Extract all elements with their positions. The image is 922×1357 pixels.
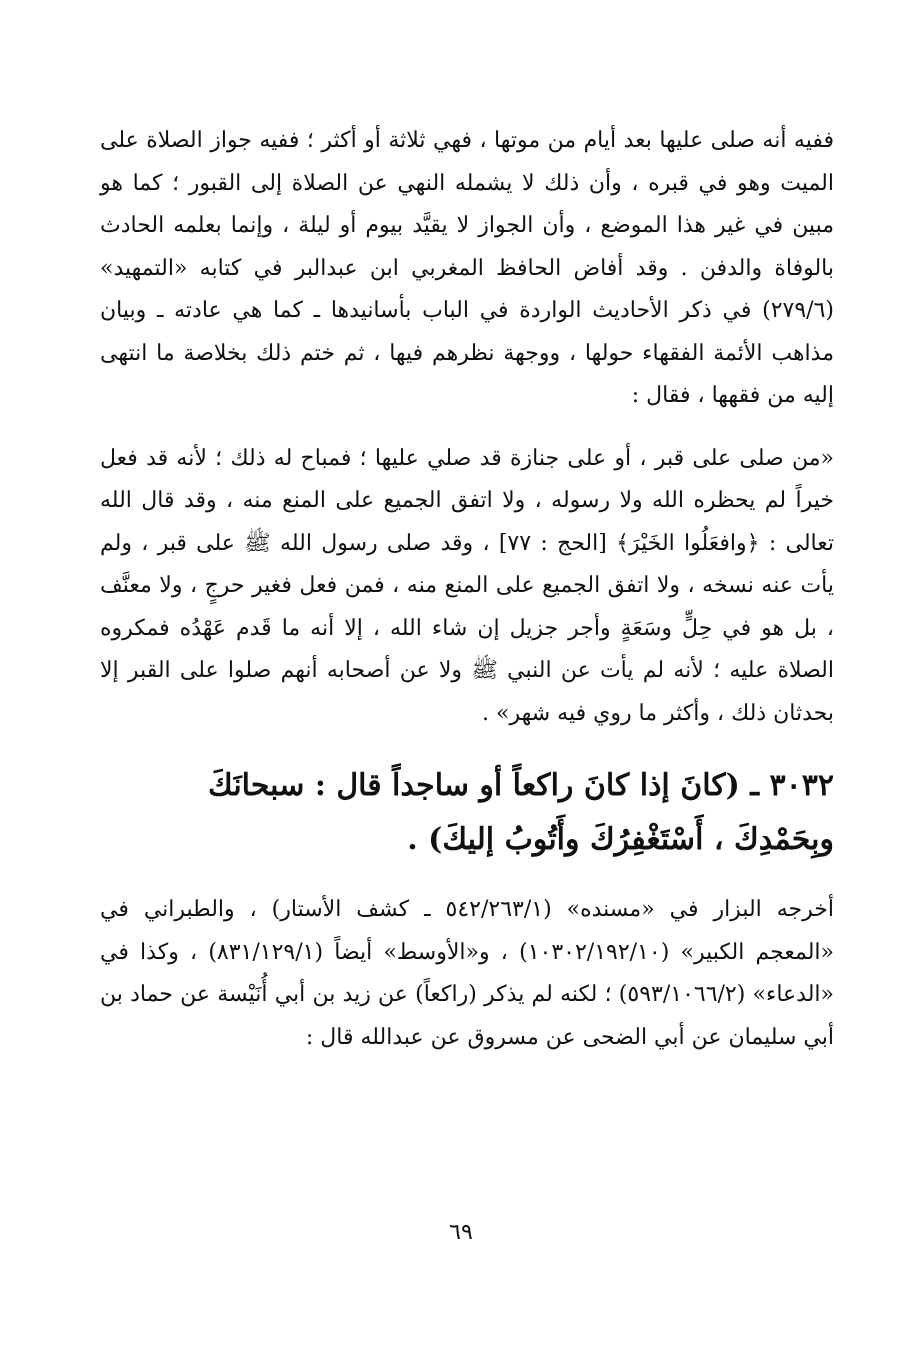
page-number: ٦٩ <box>449 1220 473 1245</box>
quoted-paragraph-ibn-abdulbarr: «من صلى على قبر ، أو على جنازة قد صلي عليها ؛ فمباح له ذلك ؛ لأنه قد فعل خيراً لم يحظره الله ولا رسوله ، ولا اتفق الجميع على المنع منه ، وقد قال الله تعالى : ﴿وافعَلُوا الخَيْرَ﴾ [الحج : ٧٧] ، وقد صلى رسول الله ﷺ على قبر ، ولم يأت عنه نسخه ، ولا اتفق الجميع على المنع منه ، فمن فعل فغير حرجٍ ، ولا معنَّف ، بل هو في حِلٍّ وسَعَةٍ وأجر جزيل إن شاء الله ، إلا أنه ما قَدم عَهْدُه فمكروه الصلاة عليه ؛ لأنه لم يأت عن النبي ﷺ ولا عن أصحابه أنهم صلوا على القبر إلا بحدثان ذلك ، وأكثر ما روي فيه شهر» . <box>100 445 834 726</box>
commentary-paragraph-1: ففيه أنه صلى عليها بعد أيام من موتها ، فهي ثلاثة أو أكثر ؛ ففيه جواز الصلاة على الميت وهو في قبره ، وأن ذلك لا يشمله النهي عن الصلاة إلى القبور ؛ كما هو مبين في غير هذا الموضع ، وأن الجواز لا يقيَّد بيوم أو ليلة ، وإنما بعلمه الحادث بالوفاة والدفن . وقد أفاض الحافظ المغربي ابن عبدالبر في كتابه «التمهيد» (٢٧٩/٦) في ذكر الأحاديث الواردة في الباب بأسانيدها ـ كما هي عادته ـ وبيان مذاهب الأئمة الفقهاء حولها ، ووجهة نظرهم فيها ، ثم ختم ذلك بخلاصة ما انتهى إليه من فقهها ، فقال : <box>100 128 834 408</box>
takhrij-paragraph: أخرجه البزار في «مسنده» (٥٤٢/٢٦٣/١ ـ كشف الأستار) ، والطبراني في «المعجم الكبير» (١٠٣٠٢/١٩٢/١٠) ، و«الأوسط» أيضاً (٨٣١/١٢٩/١) ، وكذا في «الدعاء» (٥٩٣/١٠٦٦/٢) ؛ لكنه لم يذكر (راكعاً) عن زيد بن أبي أُنَيْسة عن حماد بن أبي سليمان عن أبي الضحى عن مسروق عن عبدالله قال : <box>100 897 835 1050</box>
hadith-heading-3032: ٣٠٣٢ ـ (كانَ إذا كانَ راكعاً أو ساجداً قال : سبحانَكَ وبِحَمْدِكَ ، أَسْتَغْفِرُكَ وأَتُوبُ إليكَ) . <box>208 768 834 857</box>
